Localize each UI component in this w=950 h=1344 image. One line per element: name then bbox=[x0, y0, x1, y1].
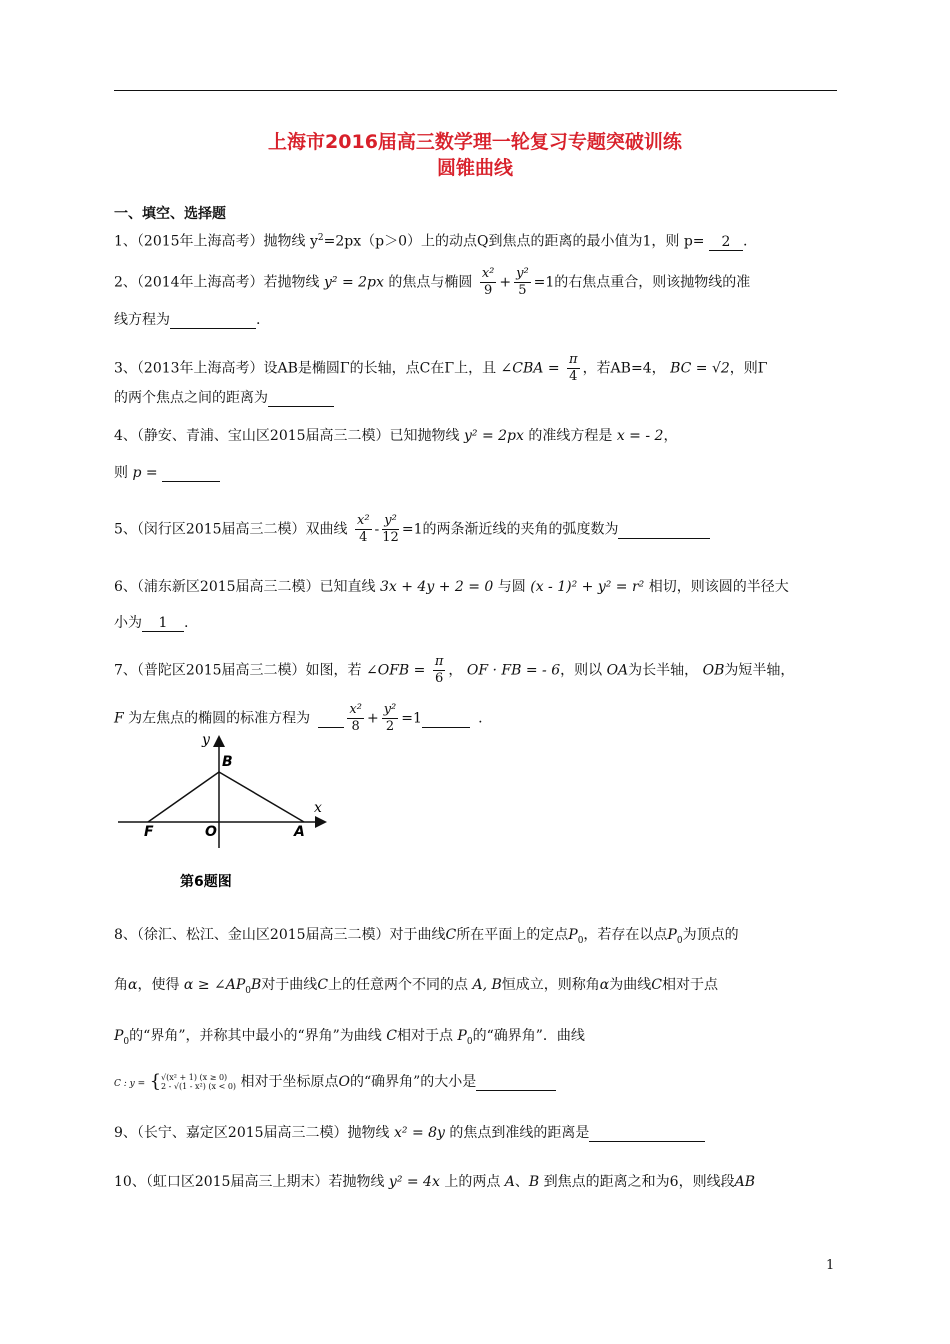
label-A: A bbox=[294, 824, 305, 840]
segment-FB bbox=[148, 772, 219, 822]
answer-blank: 1 bbox=[142, 615, 184, 632]
question-8-line4: C : y = { √(x² + 1) (x ≥ 0) 2 - √(1 - x²) (x < 0) 相对于坐标原点O的“确界角”的大小是 bbox=[114, 1073, 556, 1093]
question-10: 10、（虹口区2015届高三上期末）若抛物线 y² = 4x 上的两点 A、B 到焦点的距离之和为6，则线段AB bbox=[114, 1174, 755, 1190]
answer-blank bbox=[476, 1074, 556, 1091]
fraction: $\frac{\text{x²}}{4}$ bbox=[357, 513, 370, 545]
page-subtitle: 圆锥曲线 bbox=[436, 157, 513, 179]
question-8-line3: $P_0$的“界角”，并称其中最小的“界角”为曲线 C相对于点 $P_0$的“确界角”．曲线 bbox=[114, 1028, 585, 1047]
fraction: $\frac{\pi}{4}$ bbox=[569, 352, 578, 384]
figure-caption: 第6题图 bbox=[180, 874, 232, 890]
question-3-cont: 的两个焦点之间的距离为 bbox=[114, 389, 334, 407]
segment-BA bbox=[219, 772, 304, 822]
answer-blank bbox=[589, 1125, 705, 1142]
figure-ellipse-triangle bbox=[118, 728, 338, 898]
question-5: 5、（闵行区2015届高三二模）双曲线 $\frac{\text{x²}}{4}$ - $\frac{\text{y²}}{12}$ =1的两条渐近线的夹角的弧度数为 bbox=[114, 513, 710, 546]
label-B: B bbox=[222, 754, 233, 770]
answer-blank bbox=[170, 312, 256, 329]
question-2-cont: 线方程为 . bbox=[114, 312, 261, 328]
fraction: $\frac{\text{x²}}{8}$ bbox=[349, 702, 362, 734]
label-O: O bbox=[205, 824, 217, 840]
answer-blank bbox=[268, 390, 334, 407]
label-F: F bbox=[144, 824, 154, 840]
label-x: x bbox=[314, 800, 322, 816]
question-8-line1: 8、（徐汇、松江、金山区2015届高三二模）对于曲线C所在平面上的定点$P_0$，若存在以点$P_0$为顶点的 bbox=[114, 927, 739, 946]
piecewise-function: √(x² + 1) (x ≥ 0) 2 - √(1 - x²) (x < 0) bbox=[161, 1073, 237, 1091]
question-4-cont: 则 p = bbox=[114, 464, 220, 482]
question-6: 6、（浦东新区2015届高三二模）已知直线 3x + 4y + 2 = 0 与圆 (x - 1)² + y² = r² 相切，则该圆的半径大 bbox=[114, 579, 789, 595]
question-3: 3、（2013年上海高考）设AB是椭圆Γ的长轴，点C在Γ上，且 ∠CBA = $\frac{\pi}{4}$ ，若AB=4， BC = √2，则Γ bbox=[114, 352, 768, 384]
question-6-cont: 小为 1 . bbox=[114, 615, 189, 631]
fraction: $\frac{\text{y²}}{12}$ bbox=[382, 513, 399, 545]
answer-blank: 2 bbox=[709, 234, 743, 251]
fraction: $\frac{\pi}{6}$ bbox=[434, 654, 444, 686]
question-7: 7、（普陀区2015届高三二模）如图，若 ∠OFB = $\frac{\pi}{6}$ ， OF · FB = - 6，则以 OA为长半轴， OB为短半轴， bbox=[114, 654, 795, 686]
section-heading: 一、填空、选择题 bbox=[114, 206, 226, 222]
answer-blank bbox=[618, 522, 710, 539]
page-number: 1 bbox=[826, 1258, 835, 1273]
answer-blank: $\frac{\text{x²}}{8}$ + $\frac{\text{y²}}{2}$ =1 bbox=[310, 702, 478, 735]
fraction: $\frac{\text{y²}}{2}$ bbox=[383, 702, 397, 734]
page-title: 上海市2016届高三数学理一轮复习专题突破训练 bbox=[268, 131, 682, 153]
fraction: $\frac{\text{y²}}{5}$ bbox=[516, 266, 529, 298]
fraction: $\frac{\text{x²}}{9}$ bbox=[481, 266, 495, 298]
answer-blank bbox=[162, 465, 220, 482]
question-8-line2: 角α，使得 $\alpha \ge \angle AP_0B$对于曲线C上的任意两个不同的点 A, B恒成立，则称角α为曲线C相对于点 bbox=[114, 977, 718, 996]
question-9: 9、（长宁、嘉定区2015届高三二模）抛物线 x² = 8y 的焦点到准线的距离是 bbox=[114, 1124, 705, 1142]
label-y: y bbox=[202, 732, 210, 748]
header-rule bbox=[114, 90, 837, 91]
question-4: 4、（静安、青浦、宝山区2015届高三二模）已知抛物线 y² = 2px 的准线方程是 x = - 2， bbox=[114, 428, 678, 444]
question-7-cont: F 为左焦点的椭圆的标准方程为 $\frac{\text{x²}}{8}$ + $\frac{\text{y²}}{2}$ =1 . bbox=[114, 702, 483, 734]
question-2: 2、（2014年上海高考）若抛物线 y² = 2px 的焦点与椭圆 $\frac{\text{x²}}{9}$ + $\frac{\text{y²}}{5}$ =1的右焦点重合，则该抛物线的准 bbox=[114, 266, 751, 298]
question-1: 1、（2015年上海高考）抛物线 $y^2=2px(p>0)$上的动点Q到焦点的距离的最小值为1，则 p= 2 . bbox=[114, 233, 748, 250]
